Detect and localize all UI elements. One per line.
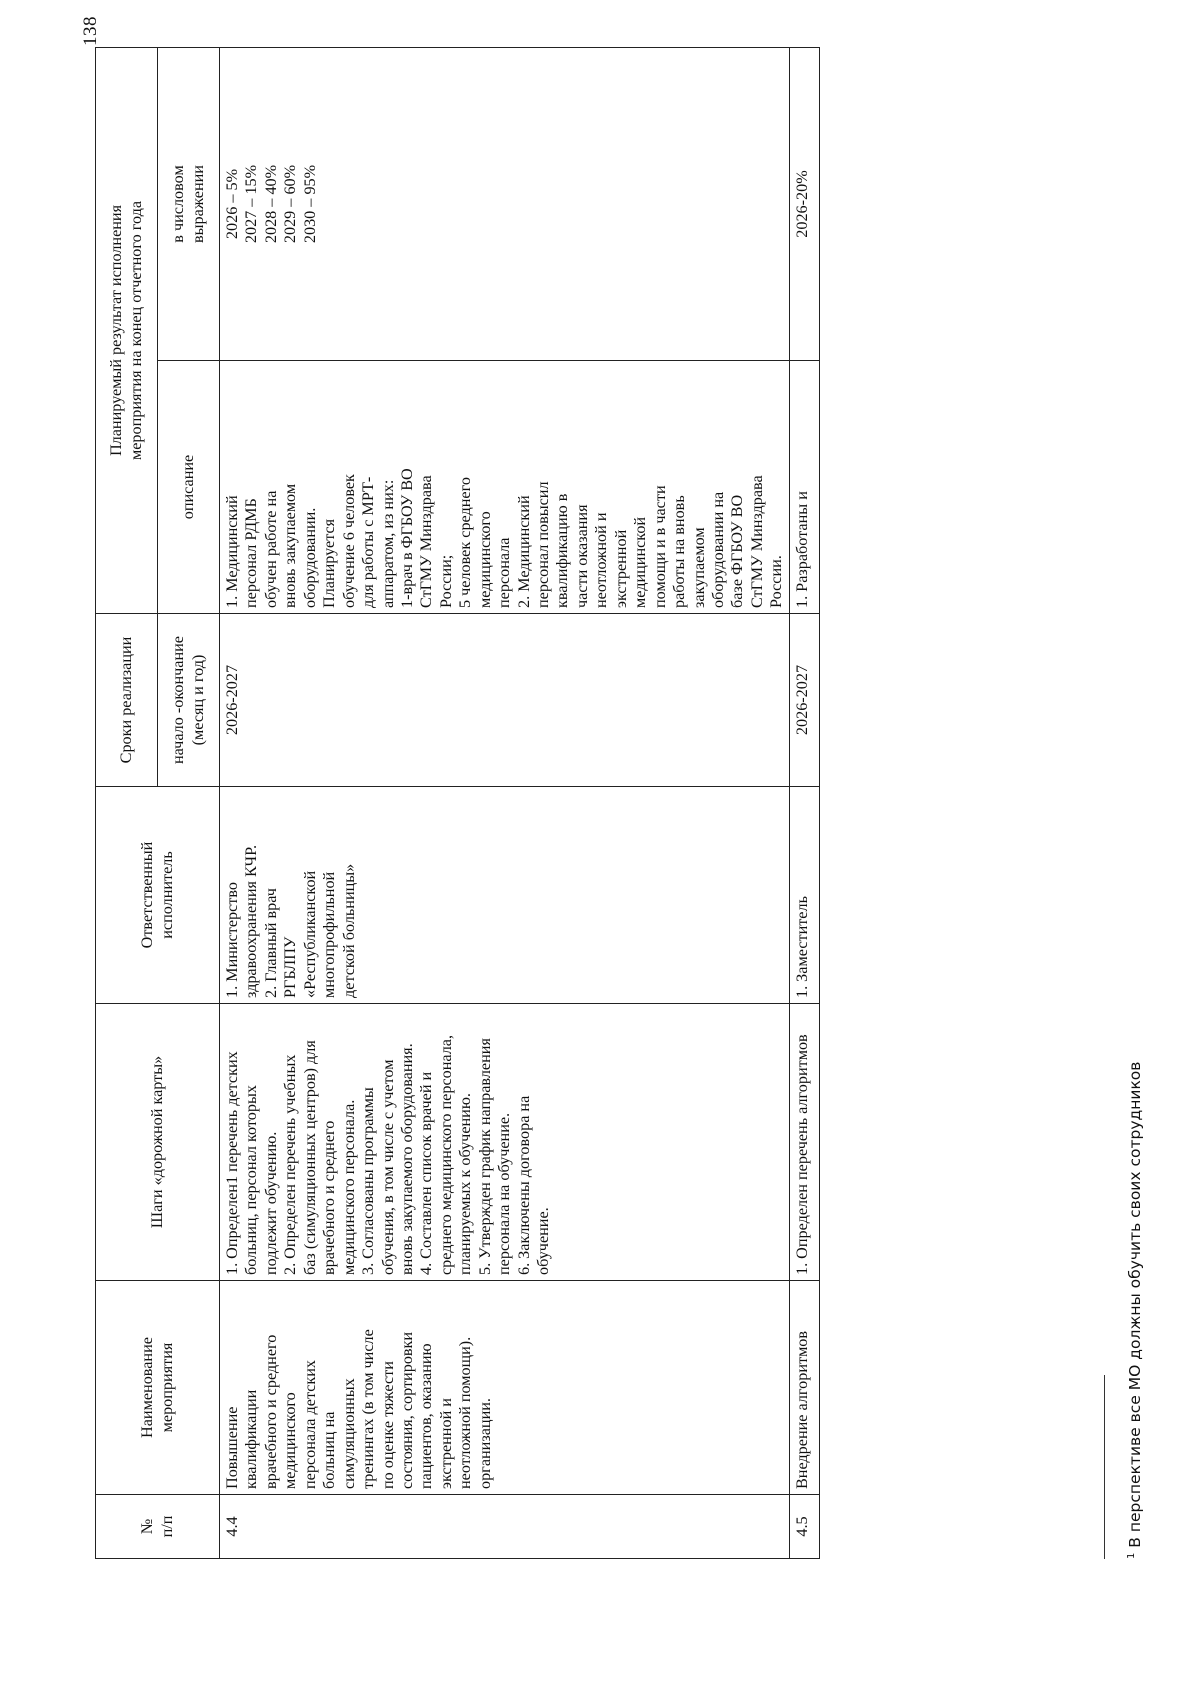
roadmap-steps: 1. Определен перечень алгоритмов	[789, 1004, 819, 1281]
result-numeric: 2026 – 5% 2027 – 15% 2028 – 40% 2029 – 60% 2030 – 95%	[220, 47, 790, 360]
header-result-description: описание	[158, 361, 220, 614]
responsible-executor: 1. Заместитель	[789, 787, 819, 1004]
header-steps: Шаги «дорожной карты»	[96, 1004, 220, 1281]
header-name: Наименование мероприятия	[96, 1281, 220, 1495]
responsible-executor: 1. Министерство здравоохранения КЧР. 2. Главный врач РГБЛПУ «Республиканской многопрофильной детской больницы»	[220, 787, 790, 1004]
result-description: 1. Разработаны и	[789, 361, 819, 614]
header-timing-start-end: начало -окончание (месяц и год)	[158, 614, 220, 787]
measure-name: Повышение квалификации врачебного и среднего медицинского персонала детских больниц на симуляционных тренингах (в том числе по оценке тяжести состояния, сортировки пациентов, оказанию экстренной и неотложной помощи). организации.	[220, 1281, 790, 1495]
roadmap-table	[95, 47, 820, 1559]
table-row	[220, 47, 790, 1558]
row-number: 4.5	[789, 1495, 819, 1559]
footnote-divider	[1104, 1375, 1105, 1559]
header-result-numeric: в числовом выражении	[158, 47, 220, 360]
header-result: Планируемый результат исполнения мероприятия на конец отчетного года	[96, 47, 158, 613]
header-num: № п/п	[96, 1495, 220, 1559]
row-number: 4.4	[220, 1495, 790, 1559]
implementation-period: 2026-2027	[220, 614, 790, 787]
footnote-text: В перспективе все МО должны обучить своих сотрудников	[1126, 1061, 1145, 1548]
page-number: 138	[80, 16, 101, 46]
implementation-period: 2026-2027	[789, 614, 819, 787]
header-responsible: Ответственный исполнитель	[96, 787, 220, 1004]
result-description: 1. Медицинский персонал РДМБ обучен работе на вновь закупаемом оборудовании. Планируется обучение 6 человек для работы с МРТ- аппаратом, из них: 1-врач в ФГБОУ ВО СтГМУ Минздрава России; 5 человек среднего медицинского персонала 2. Медицинский персонал повысил квалификацию в части оказания неотложной и экстренной медицинской помощи и в части работы на вновь закупаемом оборудовании на базе ФГБОУ ВО СтГМУ Минздрава России.	[220, 361, 790, 614]
footnote-marker: 1	[1126, 1552, 1137, 1559]
roadmap-steps: 1. Определен1 перечень детских больниц, персонал которых подлежит обучению. 2. Определен перечень учебных баз (симуляционных центров) для врачебного и среднего медицинского персонала. 3. Согласованы программы обучения, в том числе с учетом вновь закупаемого оборудования. 4. Составлен список врачей и среднего медицинского персонала, планируемых к обучению. 5. Утвержден график направления персонала на обучение. 6. Заключены договора на обучение.	[220, 1004, 790, 1281]
result-numeric: 2026-20%	[789, 47, 819, 360]
footnote	[1126, 1062, 1144, 1559]
header-timing: Сроки реализации	[96, 614, 158, 787]
measure-name: Внедрение алгоритмов	[789, 1281, 819, 1495]
table-row	[789, 47, 819, 1558]
